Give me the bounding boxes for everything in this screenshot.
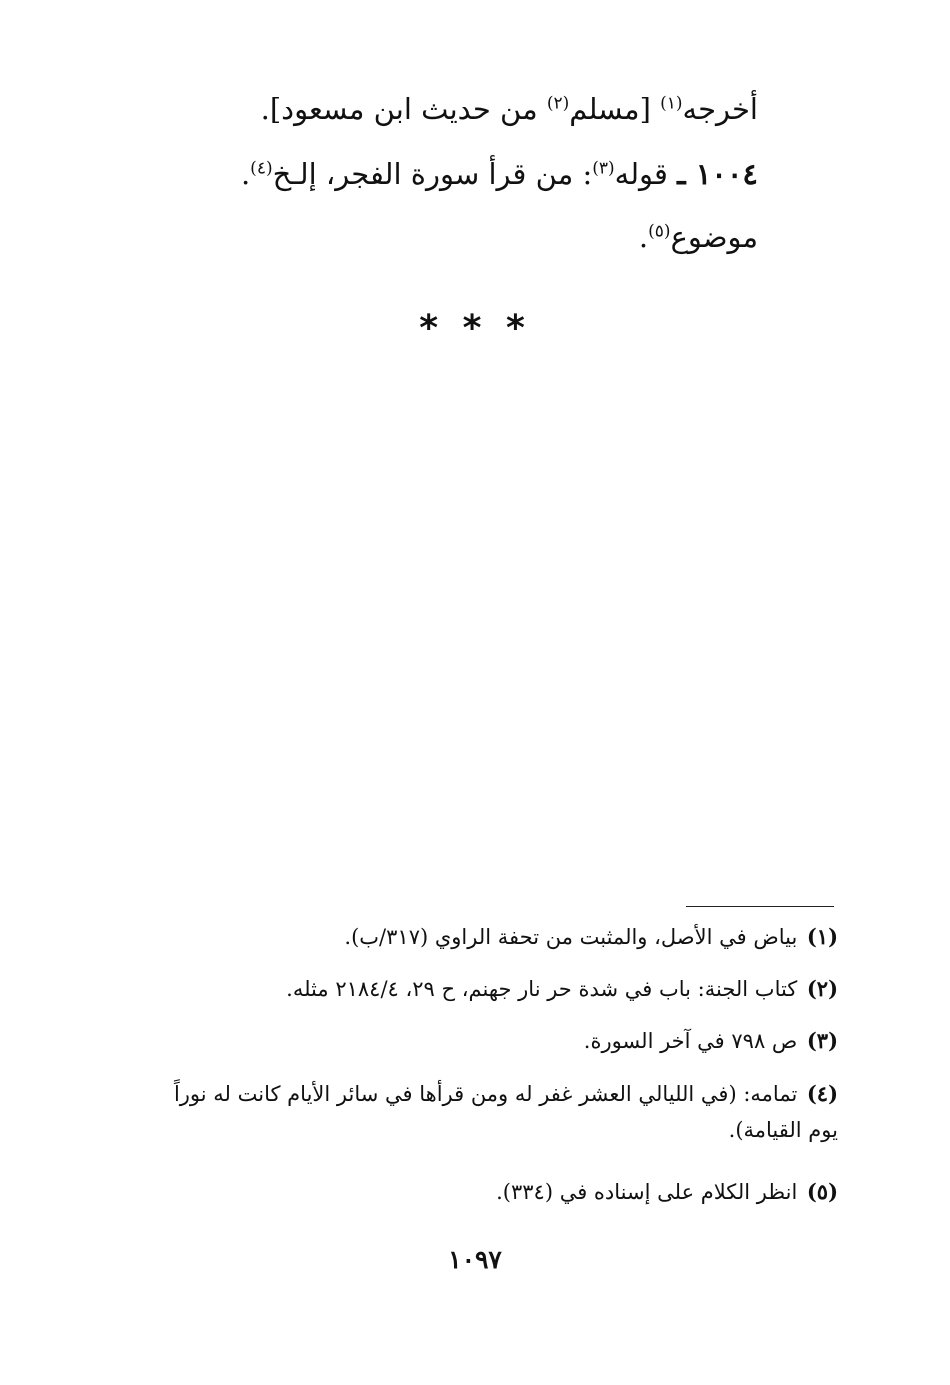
footnote-number: (٣) [806, 1028, 838, 1053]
section-separator: * * * [419, 308, 531, 349]
footnote-ref-1[interactable]: (١) [660, 93, 683, 114]
footnote-2 [286, 971, 838, 1007]
footnote-number: (٢) [806, 976, 838, 1001]
footnote-ref-4[interactable]: (٤) [250, 158, 273, 179]
text-line-1 [158, 92, 758, 127]
line2-part-a: قوله [614, 157, 678, 191]
footnote-ref-3[interactable]: (٣) [592, 158, 615, 179]
footnote-1 [344, 919, 838, 955]
footnote-text: انظر الكلام على إسناده في (٣٣٤). [496, 1180, 798, 1204]
line3-part-b: . [638, 220, 649, 254]
footnote-4 [138, 1076, 838, 1148]
line3-part-a: موضوع [670, 220, 758, 254]
entry-number: ١٠٠٤ ـ [677, 157, 758, 191]
footnote-text: كتاب الجنة: باب في شدة حر نار جهنم، ح ٢٩، ٢١٨٤/٤ مثله. [286, 977, 798, 1001]
footnote-divider [686, 906, 834, 907]
footnote-3 [584, 1023, 838, 1059]
footnote-number: (٤) [806, 1081, 838, 1106]
line1-part-a: أخرجه [682, 92, 758, 126]
footnote-text: تمامه: (في الليالي العشر غفر له ومن قرأها في سائر الأيام كانت له نوراً يوم القيامة). [173, 1082, 838, 1142]
text-line-2 [158, 157, 758, 192]
footnote-ref-2[interactable]: (٢) [546, 93, 570, 114]
line1-part-b: [مسلم [569, 92, 661, 126]
line2-part-c: . [240, 157, 251, 191]
page-number: ١٠٩٧ [448, 1245, 502, 1274]
footnote-text: ص ٧٩٨ في آخر السورة. [583, 1029, 798, 1053]
footnote-ref-5[interactable]: (٥) [648, 221, 671, 242]
line1-part-c: من حديث ابن مسعود]. [260, 92, 547, 126]
footnote-text: بياض في الأصل، والمثبت من تحفة الراوي (٣١٧/ب). [344, 925, 798, 949]
footnote-5 [496, 1174, 838, 1210]
footnote-number: (١) [806, 924, 838, 949]
footnote-number: (٥) [806, 1179, 838, 1204]
text-line-3 [158, 220, 758, 255]
line2-part-b: : من قرأ سورة الفجر، إلـخ [272, 157, 593, 191]
